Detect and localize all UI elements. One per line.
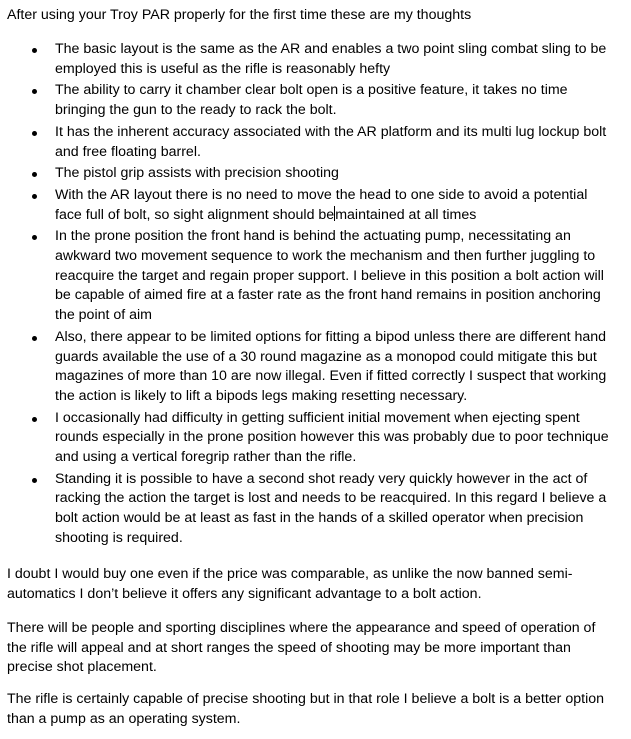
bullet-dot-icon bbox=[32, 235, 37, 240]
list-item-text-before-caret: With the AR layout there is no need to move the head to one side to avoid a potential face full of bolt, so sight alignment should be bbox=[55, 186, 588, 223]
conclusion-paragraph: The rifle is certainly capable of precise shooting but in that role I believe a bolt is a better option than a pump as an operating system. bbox=[7, 691, 605, 727]
bullet-dot-icon bbox=[32, 172, 37, 177]
bullet-dot-icon bbox=[32, 194, 37, 199]
list-item-text: It has the inherent accuracy associated with the AR platform and its multi lug lockup bolt and free floating barrel. bbox=[55, 123, 607, 160]
list-item-text: Standing it is possible to have a second shot ready very quickly however in the act of racking the action the target is lost and needs to be reacquired. In this regard I believe a bolt action would be at least as fast in the hands of a skilled operator when precision shooting is required. bbox=[55, 470, 607, 546]
list-item-text: I occasionally had difficulty in getting sufficient initial movement when ejecting spent rounds especially in the prone position however this was probably due to poor technique and using a vertical foregrip rather than the rifle. bbox=[55, 409, 609, 466]
list-item bbox=[0, 164, 631, 184]
bullet-dot-icon bbox=[32, 417, 37, 422]
list-item-text-after-caret: maintained at all times bbox=[335, 206, 477, 223]
bullet-dot-icon bbox=[32, 478, 37, 483]
list-item-text: In the prone position the front hand is behind the actuating pump, necessitating an awkward two movement sequence to work the mechanism and then further juggling to reacquire the target and regain proper support. I believe in this position a bolt action will be capable of aimed fire at a faster rate as the front hand remains in position anchoring the point of aim bbox=[55, 228, 604, 324]
intro-line: After using your Troy PAR properly for the first time these are my thoughts bbox=[7, 7, 472, 23]
conclusion-paragraph: There will be people and sporting disciplines where the appearance and speed of operation of the rifle will appeal and at short ranges the speed of shooting may be more important than precise shot placement. bbox=[7, 620, 596, 676]
bullet-dot-icon bbox=[32, 336, 37, 341]
conclusion-paragraph: I doubt I would buy one even if the price was comparable, as unlike the now banned semi-automatics I don’t believe it offers any significant advantage to a bolt action. bbox=[7, 566, 573, 602]
list-item bbox=[0, 40, 631, 79]
list-item bbox=[0, 227, 631, 326]
bullet-dot-icon bbox=[32, 89, 37, 94]
list-item-text: The pistol grip assists with precision shooting bbox=[55, 165, 339, 182]
list-item bbox=[0, 123, 631, 162]
thoughts-bullet-list bbox=[0, 40, 631, 551]
list-item bbox=[0, 328, 631, 407]
list-item-text: Also, there appear to be limited options for fitting a bipod unless there are different hand guards available the use of a 30 round magazine as a monopod could mitigate this but magazines of more than 10 are now illegal. Even if fitted correctly I suspect that working the action is likely to lift a bipods legs making resetting necessary. bbox=[55, 328, 607, 404]
list-item bbox=[0, 186, 631, 225]
list-item bbox=[0, 81, 631, 120]
list-item-text: The ability to carry it chamber clear bolt open is a positive feature, it takes no time bringing the gun to the ready to rack the bolt. bbox=[55, 82, 568, 119]
bullet-dot-icon bbox=[32, 131, 37, 136]
list-item bbox=[0, 470, 631, 549]
list-item bbox=[0, 409, 631, 468]
list-item-text: The basic layout is the same as the AR and enables a two point sling combat sling to be employed this is useful as the rifle is reasonably hefty bbox=[55, 41, 607, 77]
bullet-dot-icon bbox=[32, 48, 37, 53]
